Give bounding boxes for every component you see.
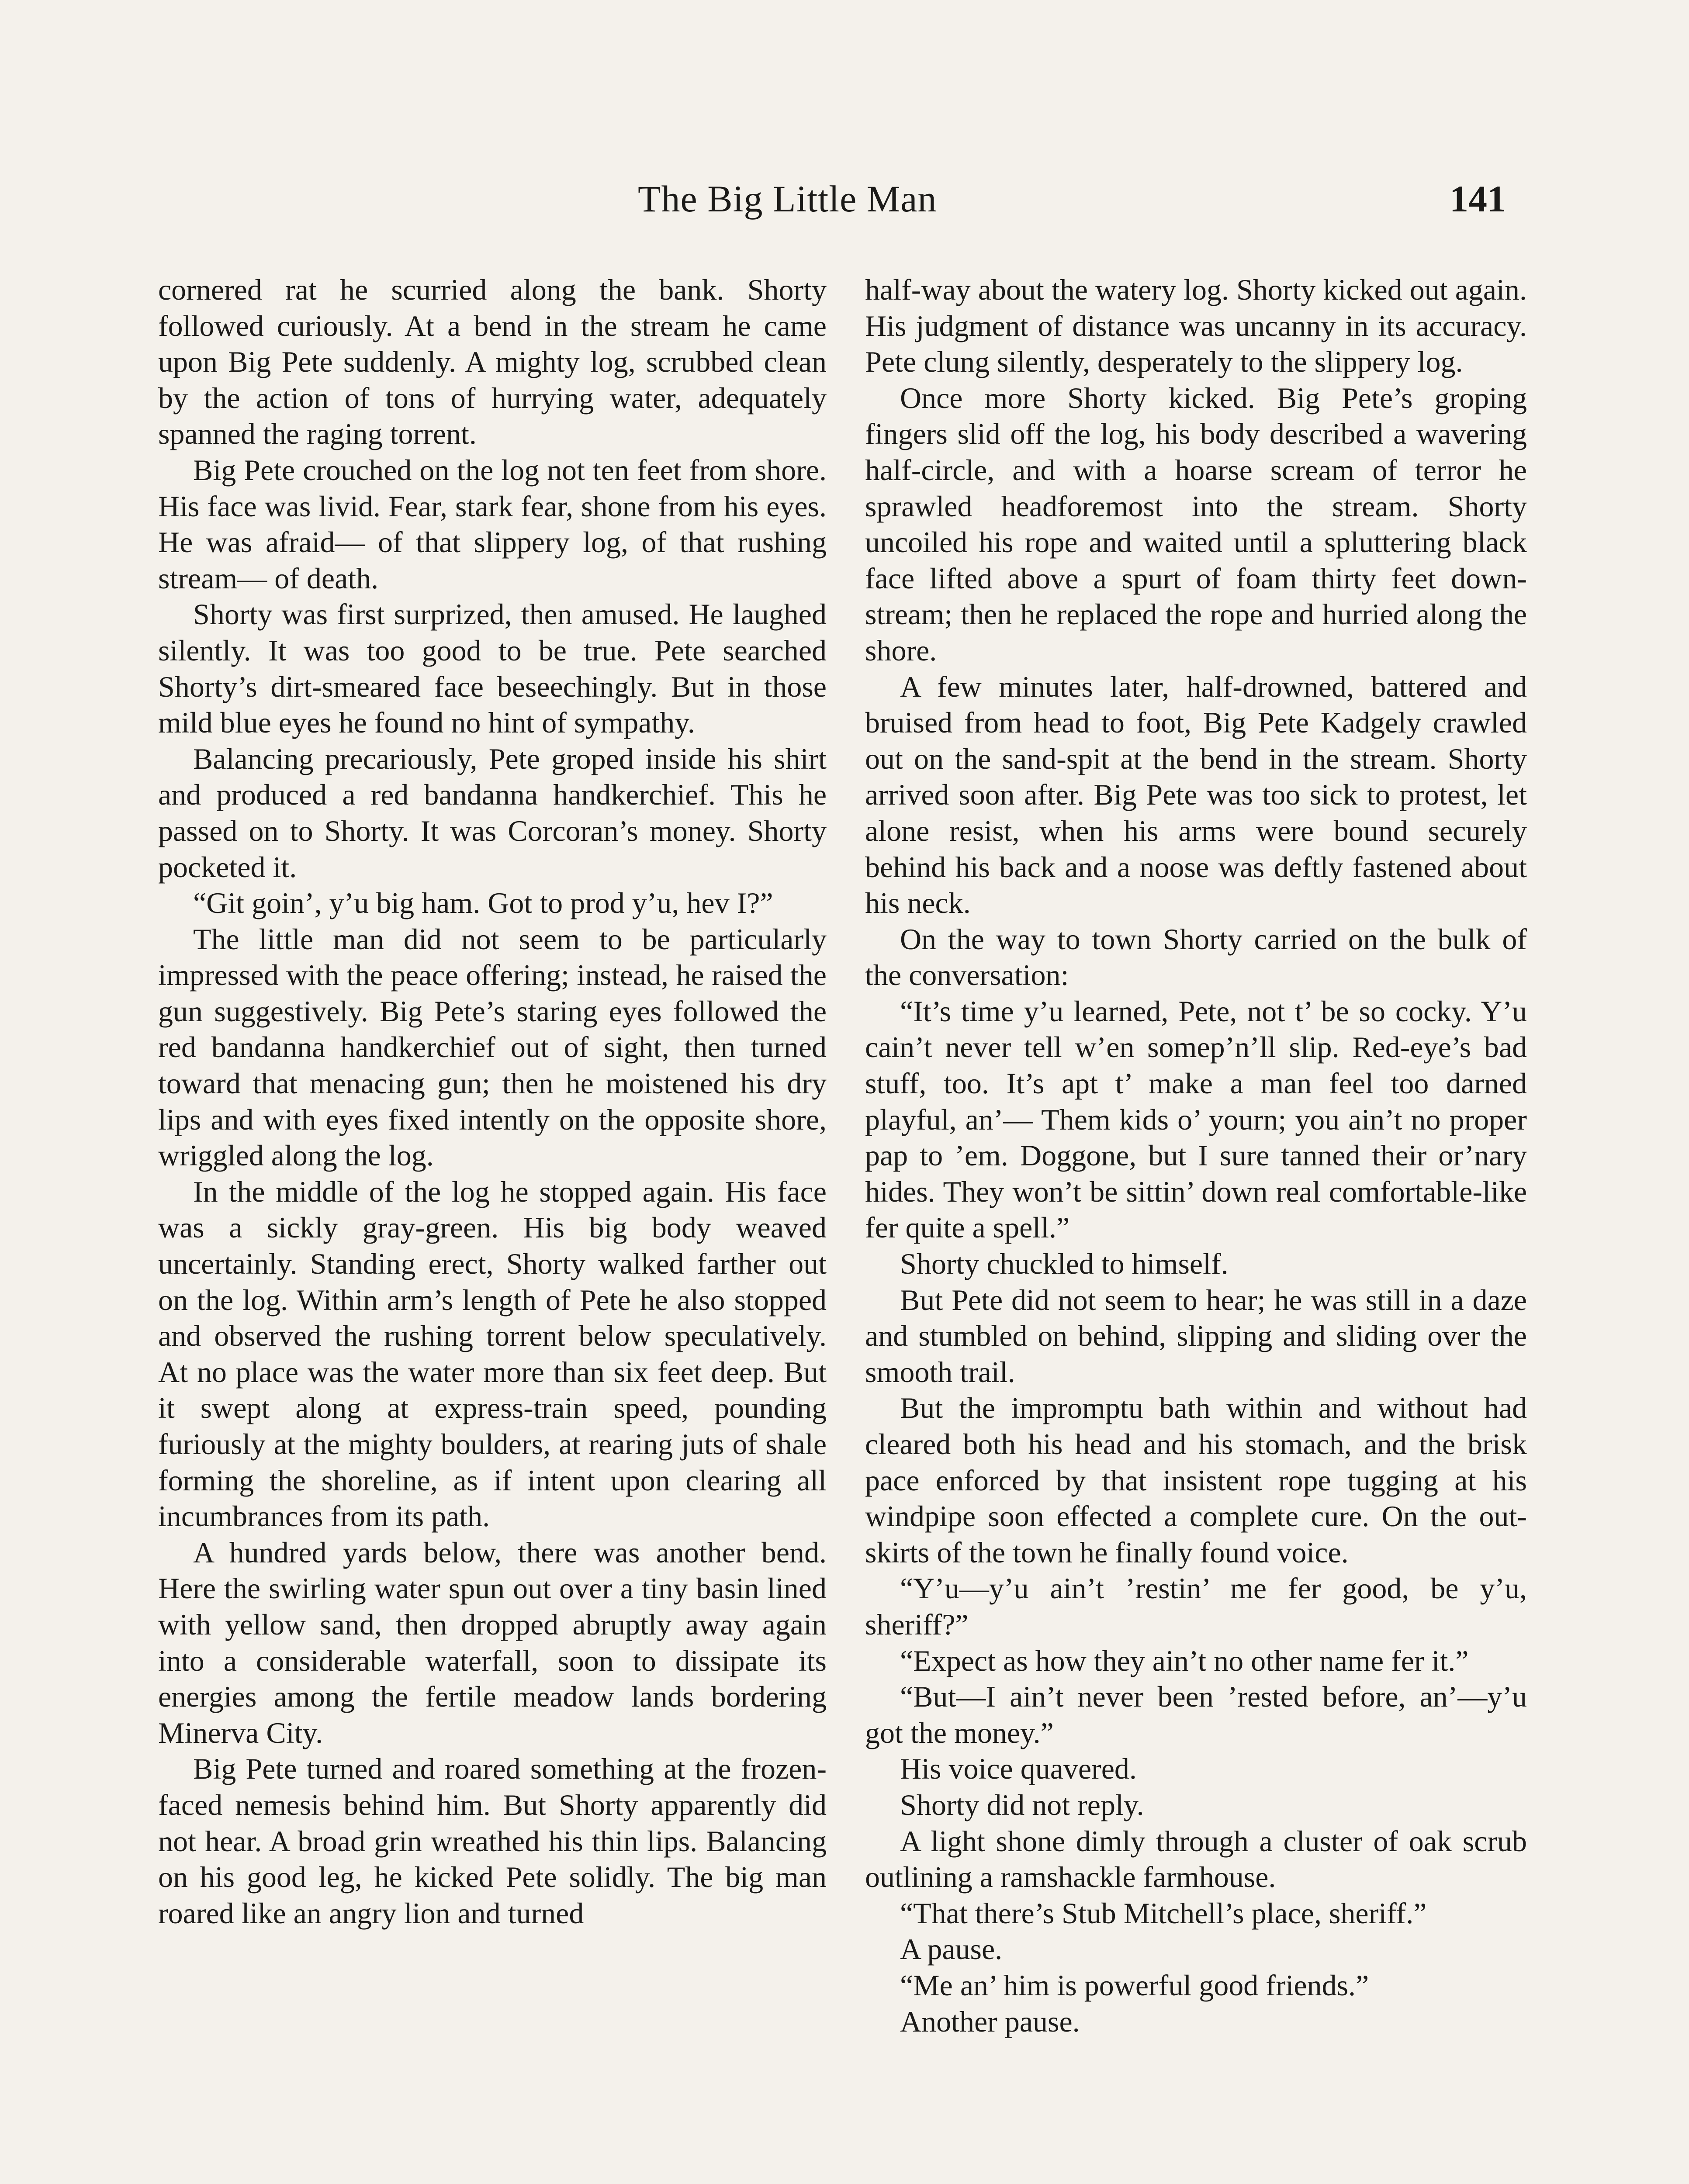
paragraph: Shorty did not reply.: [900, 1788, 1144, 1821]
paragraph: On the way to town Shorty carried on the bulk of the conversation:: [865, 922, 1527, 992]
paragraph: Another pause.: [900, 2004, 1080, 2038]
paragraph: Shorty was first surprized, then amused. He laughed silently. It was too good to be true. Pete searched Shorty’s dirt-smeared face beseechingly. But in those mild blue eyes he found no hint of sympathy.: [158, 598, 827, 740]
paragraph: Balancing precariously, Pete groped inside his shirt and produced a red bandanna handkerchief. This he passed on to Shorty. It was Corcoran’s money. Shorty pocketed it.: [158, 742, 827, 884]
paragraph: Big Pete crouched on the log not ten feet from shore. His face was livid. Fear, stark fear, shone from his eyes. He was afraid— of that slippery log, of that rushing stream— of death.: [158, 453, 827, 595]
paragraph: “Expect as how they ain’t no other name fer it.”: [900, 1644, 1469, 1677]
paragraph: A few minutes later, half-drowned, battered and bruised from head to foot, Big Pete Kadgely crawled out on the sand-spit at the bend in the stream. Shorty arrived soon after. Big Pete was too sick to protest, let alone resist, when his arms were bound securely behind his back and a noose was deftly fastened about his neck.: [865, 670, 1527, 920]
left-column: [158, 272, 827, 1931]
paragraph: “Me an’ him is powerful good friends.”: [900, 1968, 1369, 2002]
paragraph: A hundred yards below, there was another bend. Here the swirling water spun out over a tiny basin lined with yellow sand, then dropped abruptly away again into a considerable waterfall, soon to dissipate its energies among the fertile meadow lands bordering Minerva City.: [158, 1535, 827, 1749]
page-header: [0, 177, 1689, 229]
paragraph: Big Pete turned and roared something at the frozen-faced nemesis behind him. But Shorty apparently did not hear. A broad grin wreathed his thin lips. Balancing on his good leg, he kicked Pete solidly. The big man roared like an angry lion and turned: [158, 1752, 827, 1930]
paragraph: In the middle of the log he stopped again. His face was a sickly gray-green. His big body weaved uncertainly. Standing erect, Shorty walked farther out on the log. Within arm’s length of Pete he also stopped and observed the rushing torrent below speculatively. At no place was the water more than six feet deep. But it swept along at express-train speed, pounding furiously at the mighty boulders, at rearing juts of shale forming the shoreline, as if intent upon clearing all incumbrances from its path.: [158, 1175, 827, 1533]
paragraph: Shorty chuckled to himself.: [900, 1247, 1229, 1281]
paragraph: His voice quavered.: [900, 1752, 1137, 1786]
paragraph: But the impromptu bath within and without had cleared both his head and his stomach, and the brisk pace enforced by that insistent rope tugging at his windpipe soon effected a complete cure. On the outskirts of the town he finally found voice.: [865, 1391, 1527, 1569]
paragraph: A pause.: [900, 1932, 1003, 1966]
paragraph: A light shone dimly through a cluster of oak scrub outlining a ramshackle farmhouse.: [865, 1824, 1527, 1894]
paragraph: “But—I ain’t never been ’rested before, an’—y’u got the money.”: [865, 1680, 1527, 1749]
paragraph: But Pete did not seem to hear; he was still in a daze and stumbled on behind, slipping and sliding over the smooth trail.: [865, 1283, 1527, 1389]
page-number: 141: [1450, 178, 1506, 220]
paragraph: The little man did not seem to be particularly impressed with the peace offering; instead, he raised the gun suggestively. Big Pete’s staring eyes followed the red bandanna handkerchief out of sight, then turned toward that menacing gun; then he moistened his dry lips and with eyes fixed intently on the opposite shore, wriggled along the log.: [158, 922, 827, 1172]
paragraph: “Y’u—y’u ain’t ’restin’ me fer good, be y’u, sheriff?”: [865, 1572, 1527, 1641]
running-title: The Big Little Man: [638, 178, 937, 220]
paragraph: Once more Shorty kicked. Big Pete’s groping fingers slid off the log, his body described a wavering half-circle, and with a hoarse scream of terror he sprawled headforemost into the stream. Shorty uncoiled his rope and waited until a spluttering black face lifted above a spurt of foam thirty feet down-stream; then he replaced the rope and hurried along the shore.: [865, 381, 1527, 667]
paragraph: “That there’s Stub Mitchell’s place, sheriff.”: [900, 1896, 1427, 1930]
paragraph: “It’s time y’u learned, Pete, not t’ be so cocky. Y’u cain’t never tell w’en somep’n’ll slip. Red-eye’s bad stuff, too. It’s apt t’ make a man feel too darned playful, an’— Them kids o’ yourn; you ain’t no proper pap to ’em. Doggone, but I sure tanned their or’nary hides. They won’t be sittin’ down real comfortable-like fer quite a spell.”: [865, 994, 1527, 1244]
right-column: [865, 272, 1527, 2039]
paragraph: half-way about the watery log. Shorty kicked out again. His judgment of distance was uncanny in its accuracy. Pete clung silently, desperately to the slippery log.: [865, 273, 1527, 379]
paragraph: cornered rat he scurried along the bank. Shorty followed curiously. At a bend in the stream he came upon Big Pete suddenly. A mighty log, scrubbed clean by the action of tons of hurrying water, adequately spanned the raging torrent.: [158, 273, 827, 451]
paragraph: “Git goin’, y’u big ham. Got to prod y’u, hev I?”: [193, 886, 773, 920]
